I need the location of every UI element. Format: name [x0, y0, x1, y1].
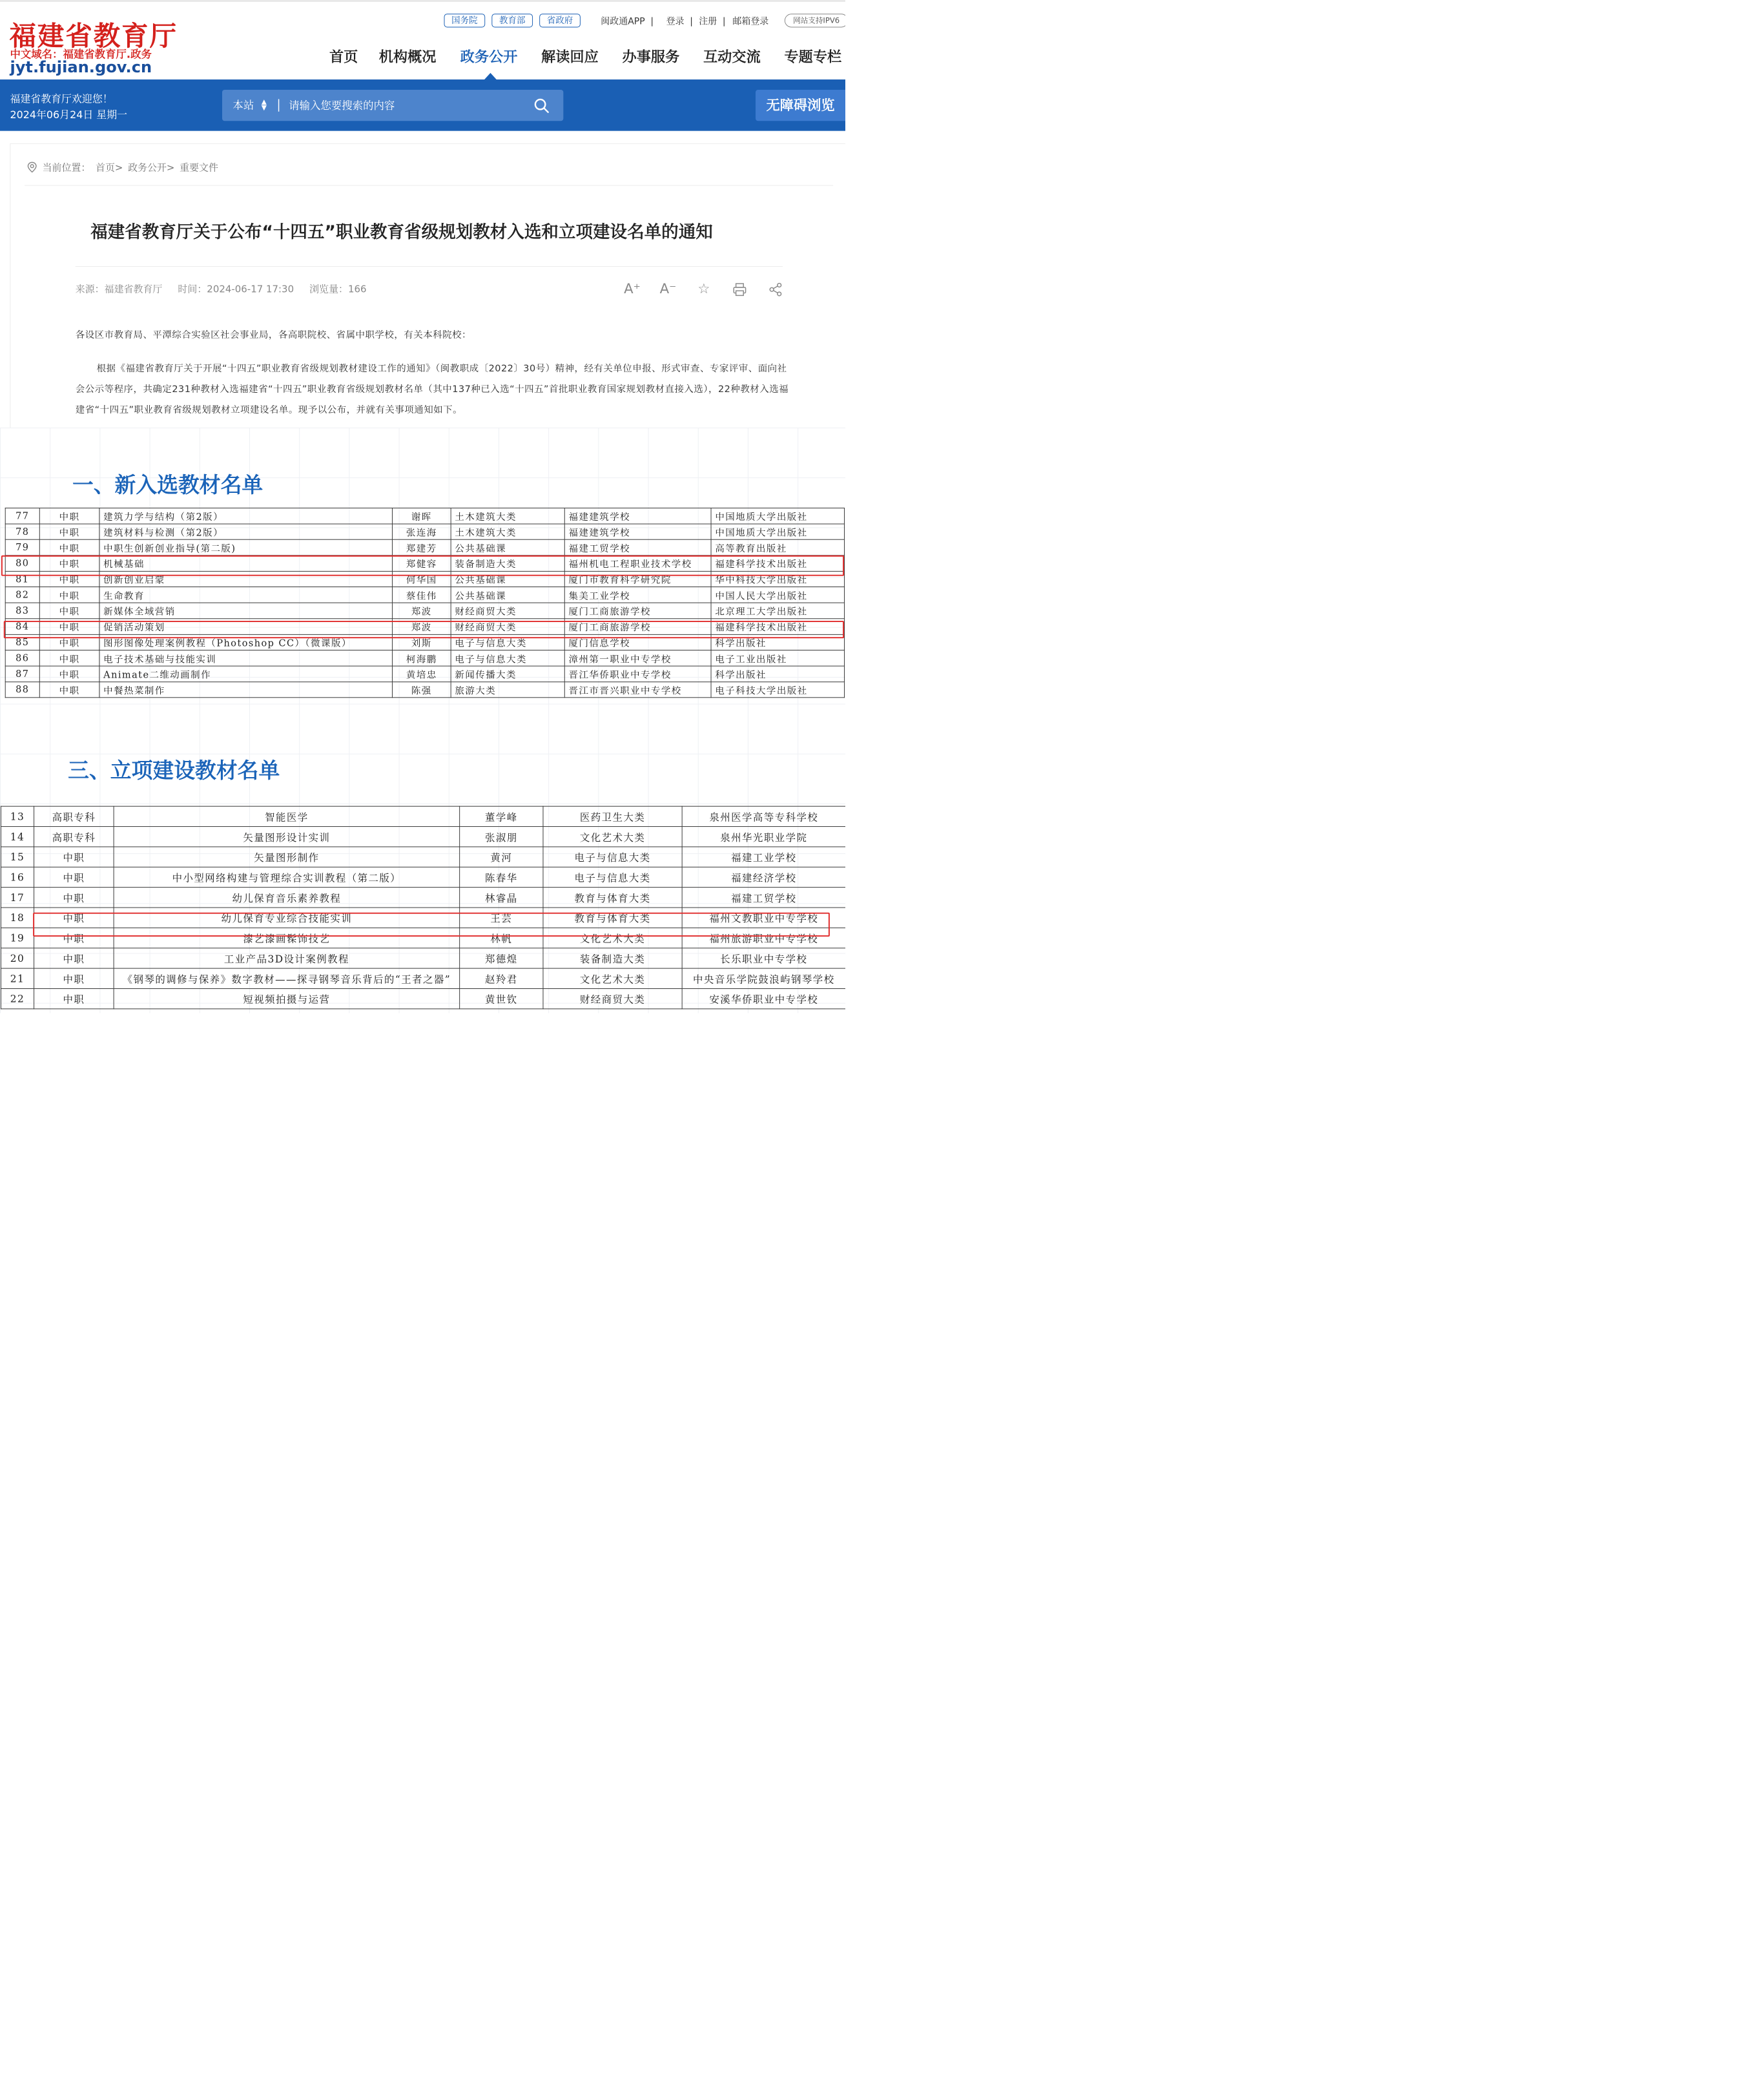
new-textbook-cell: 中餐热菜制作	[99, 681, 393, 697]
new-textbook-cell: 机械基础	[99, 556, 393, 571]
project-textbook-cell: 教育与体育大类	[543, 888, 682, 908]
new-textbook-cell: 科学出版社	[711, 666, 845, 681]
project-textbook-cell: 幼儿保育专业综合技能实训	[114, 908, 460, 928]
project-textbook-cell: 中职	[34, 988, 114, 1008]
new-textbook-cell: 公共基础课	[451, 539, 564, 555]
ipv6-badge: 网站支持IPV6	[785, 14, 845, 27]
project-textbook-cell: 智能医学	[114, 806, 460, 826]
search-icon[interactable]	[533, 98, 550, 114]
new-textbook-cell: 集美工业学校	[564, 587, 711, 603]
new-textbook-cell: 新闻传播大类	[451, 666, 564, 681]
table-row	[1, 806, 845, 826]
new-textbook-cell: 装备制造大类	[451, 556, 564, 571]
project-textbook-cell: 15	[1, 847, 34, 867]
article-card	[10, 143, 845, 431]
project-textbook-cell: 18	[1, 908, 34, 928]
new-textbook-cell: 生命教育	[99, 587, 393, 603]
project-textbook-cell: 财经商贸大类	[543, 988, 682, 1008]
project-textbook-cell: 矢量图形制作	[114, 847, 460, 867]
table-row	[1, 948, 845, 968]
new-textbook-cell: 公共基础课	[451, 587, 564, 603]
nav-interaction[interactable]: 互动交流	[703, 48, 761, 65]
table-row	[1, 968, 845, 988]
new-textbook-cell: 中职	[39, 571, 99, 587]
project-textbook-cell: 医药卫生大类	[543, 806, 682, 826]
new-textbook-cell: 中职	[39, 524, 99, 539]
project-textbook-cell: 漆艺漆画髹饰技艺	[114, 928, 460, 948]
project-textbook-cell: 教育与体育大类	[543, 908, 682, 928]
table-row	[5, 524, 844, 539]
project-textbook-cell: 中职	[34, 968, 114, 988]
site-header	[0, 0, 845, 81]
article-title: 福建省教育厅关于公布“十四五”职业教育省级规划教材入选和立项建设名单的通知	[90, 222, 713, 242]
new-textbook-cell: 中职	[39, 508, 99, 523]
new-textbook-cell: 郑波	[392, 619, 451, 634]
project-textbook-cell: 中职	[34, 888, 114, 908]
new-textbook-cell: 晋江华侨职业中专学校	[564, 666, 711, 681]
new-textbook-cell: 何华国	[392, 571, 451, 587]
new-textbook-cell: 中国地质大学出版社	[711, 524, 845, 539]
new-textbook-cell: 张连海	[392, 524, 451, 539]
project-textbook-cell: 赵羚君	[460, 968, 543, 988]
project-textbook-cell: 装备制造大类	[543, 948, 682, 968]
new-textbook-cell: 漳州第一职业中专学校	[564, 650, 711, 666]
project-textbook-cell: 文化艺术大类	[543, 968, 682, 988]
link-mail-login[interactable]: 邮箱登录	[732, 16, 769, 27]
accessibility-button[interactable]: 无障碍浏览	[756, 90, 845, 121]
project-textbook-cell: 文化艺术大类	[543, 827, 682, 847]
project-textbook-cell: 泉州医学高等专科学校	[682, 806, 845, 826]
new-textbook-cell: 中职	[39, 650, 99, 666]
new-textbook-cell: 电子与信息大类	[451, 634, 564, 650]
pill-guowuyuan[interactable]: 国务院	[444, 14, 486, 27]
project-textbook-cell: 20	[1, 948, 34, 968]
project-textbook-cell: 郑德煌	[460, 948, 543, 968]
new-textbook-cell: 公共基础课	[451, 571, 564, 587]
project-textbook-cell: 福建经济学校	[682, 867, 845, 887]
search-bar-strip	[0, 79, 845, 131]
section1-title: 一、新入选教材名单	[72, 472, 263, 498]
new-textbook-cell: 87	[5, 666, 39, 681]
article-source: 来源：福建省教育厅	[75, 284, 163, 295]
pill-jiaoyubu[interactable]: 教育部	[491, 14, 533, 27]
nav-topics[interactable]: 专题专栏	[784, 48, 842, 65]
project-textbook-cell: 林帆	[460, 928, 543, 948]
new-textbook-cell: 电子技术基础与技能实训	[99, 650, 393, 666]
table-row	[5, 539, 844, 555]
new-textbook-cell: 土木建筑大类	[451, 524, 564, 539]
nav-gov-affairs[interactable]: 政务公开	[460, 48, 518, 65]
article-views: 浏览量：166	[309, 284, 367, 295]
project-textbook-cell: 21	[1, 968, 34, 988]
table-row	[5, 650, 844, 666]
new-textbook-cell: 郑建芳	[392, 539, 451, 555]
project-textbook-cell: 中职	[34, 867, 114, 887]
highlight-row-18	[33, 913, 830, 937]
location-pin-icon	[26, 162, 40, 173]
search-scope-select[interactable]: 本站	[232, 99, 254, 112]
new-textbook-cell: 80	[5, 556, 39, 571]
section3-image	[0, 703, 845, 1013]
project-textbook-cell: 王芸	[460, 908, 543, 928]
article-time: 时间：2024-06-17 17:30	[178, 284, 294, 295]
font-increase-icon[interactable]: A⁺	[624, 280, 641, 297]
welcome-line: 福建省教育厅欢迎您！	[10, 92, 113, 105]
project-textbook-cell: 林睿晶	[460, 888, 543, 908]
table-row	[5, 508, 844, 523]
article-meta	[76, 281, 379, 295]
pill-shengzhengfu[interactable]: 省政府	[539, 14, 581, 27]
project-textbook-cell: 矢量图形设计实训	[114, 827, 460, 847]
new-textbook-cell: 中职生创新创业指导(第二版)	[99, 539, 393, 555]
new-textbook-cell: 福建工贸学校	[564, 539, 711, 555]
highlight-row-84	[4, 621, 844, 638]
table-row	[5, 603, 844, 618]
new-textbook-cell: 中职	[39, 603, 99, 618]
link-register[interactable]: 注册 |	[699, 14, 725, 27]
new-textbook-cell: 福州机电工程职业技术学校	[564, 556, 711, 571]
project-textbook-cell: 14	[1, 827, 34, 847]
project-textbook-cell: 福建工业学校	[682, 847, 845, 867]
project-textbook-cell: 中央音乐学院鼓浪屿钢琴学校	[682, 968, 845, 988]
project-textbook-cell: 中职	[34, 908, 114, 928]
new-textbook-cell: 郑健容	[392, 556, 451, 571]
project-textbook-cell: 安溪华侨职业中专学校	[682, 988, 845, 1008]
font-decrease-icon[interactable]: A⁻	[659, 280, 677, 297]
welcome-text	[10, 91, 127, 122]
project-textbook-cell: 文化艺术大类	[543, 928, 682, 948]
breadcrumb-important-docs[interactable]: 重要文件	[180, 161, 218, 174]
new-textbook-cell: 中职	[39, 587, 99, 603]
project-textbook-cell: 高职专科	[34, 827, 114, 847]
project-textbook-cell: 13	[1, 806, 34, 826]
highlight-row-80	[1, 556, 844, 576]
new-textbook-cell: 陈强	[392, 681, 451, 697]
new-textbook-cell: 88	[5, 681, 39, 697]
new-textbook-table	[5, 508, 845, 698]
nav-services[interactable]: 办事服务	[622, 48, 680, 65]
new-textbook-cell: 86	[5, 650, 39, 666]
project-textbook-cell: 福州旅游职业中专学校	[682, 928, 845, 948]
new-textbook-cell: 中职	[39, 556, 99, 571]
new-textbook-cell: Animate二维动画制作	[99, 666, 393, 681]
table-row	[1, 988, 845, 1008]
print-icon[interactable]	[729, 278, 751, 300]
new-textbook-cell: 财经商贸大类	[451, 603, 564, 618]
new-textbook-cell: 电子科技大学出版社	[711, 681, 845, 697]
project-textbook-cell: 黄河	[460, 847, 543, 867]
title-divider	[76, 266, 783, 267]
new-textbook-cell: 柯海鹏	[392, 650, 451, 666]
table-row	[1, 888, 845, 908]
nav-home[interactable]: 首页	[329, 48, 358, 65]
table-row	[1, 847, 845, 867]
project-textbook-cell: 中小型网络构建与管理综合实训教程（第二版）	[114, 867, 460, 887]
new-textbook-cell: 华中科技大学出版社	[711, 571, 845, 587]
favorite-star-icon[interactable]: ☆	[697, 280, 710, 297]
new-textbook-cell: 厦门工商旅游学校	[564, 603, 711, 618]
breadcrumb-gov-affairs[interactable]: 政务公开>	[128, 161, 175, 174]
project-textbook-cell: 电子与信息大类	[543, 867, 682, 887]
site-logo-title[interactable]: 福建省教育厅	[9, 20, 178, 52]
project-textbook-cell: 中职	[34, 847, 114, 867]
new-textbook-cell: 77	[5, 508, 39, 523]
link-login[interactable]: 登录 |	[666, 14, 693, 27]
new-textbook-cell: 中职	[39, 619, 99, 634]
project-textbook-cell: 幼儿保育音乐素养教程	[114, 888, 460, 908]
new-textbook-cell: 中职	[39, 681, 99, 697]
new-textbook-cell: 北京理工大学出版社	[711, 603, 845, 618]
section1-image	[0, 428, 845, 703]
project-textbook-cell: 短视频拍摄与运营	[114, 988, 460, 1008]
current-date: 2024年06月24日 星期一	[10, 108, 128, 121]
new-textbook-cell: 建筑力学与结构（第2版）	[99, 508, 393, 523]
project-textbook-cell: 16	[1, 867, 34, 887]
new-textbook-cell: 83	[5, 603, 39, 618]
new-textbook-cell: 电子工业出版社	[711, 650, 845, 666]
link-minzhengtong-app[interactable]: 闽政通APP |	[601, 14, 654, 27]
new-textbook-cell: 新媒体全域营销	[99, 603, 393, 618]
project-textbook-cell: 《钢琴的调修与保养》数字教材——探寻钢琴音乐背后的“王者之器”	[114, 968, 460, 988]
table-row	[5, 587, 844, 603]
new-textbook-cell: 84	[5, 619, 39, 634]
project-textbook-cell: 长乐职业中专学校	[682, 948, 845, 968]
search-input[interactable]	[288, 98, 513, 114]
project-textbook-table	[1, 806, 845, 1010]
project-textbook-cell: 张淑朋	[460, 827, 543, 847]
new-textbook-cell: 厦门市教育科学研究院	[564, 571, 711, 587]
project-textbook-cell: 中职	[34, 928, 114, 948]
search-divider	[278, 99, 279, 111]
nav-interpretation[interactable]: 解读回应	[541, 48, 599, 65]
project-textbook-cell: 陈春华	[460, 867, 543, 887]
article-salutation: 各设区市教育局、平潭综合实验区社会事业局，各高职院校、省属中职学校，有关本科院校：	[75, 329, 472, 340]
nav-about[interactable]: 机构概况	[378, 48, 437, 65]
new-textbook-cell: 78	[5, 524, 39, 539]
new-textbook-cell: 土木建筑大类	[451, 508, 564, 523]
new-textbook-cell: 创新创业启蒙	[99, 571, 393, 587]
breadcrumb-label: 当前位置：	[42, 161, 91, 174]
new-textbook-cell: 福建科学技术出版社	[711, 556, 845, 571]
new-textbook-cell: 中国人民大学出版社	[711, 587, 845, 603]
new-textbook-cell: 82	[5, 587, 39, 603]
new-textbook-cell: 图形图像处理案例教程（Photoshop CC）（微课版）	[99, 634, 393, 650]
project-textbook-cell: 电子与信息大类	[543, 847, 682, 867]
project-textbook-cell: 黄世钦	[460, 988, 543, 1008]
section3-title: 三、立项建设教材名单	[68, 758, 280, 784]
new-textbook-cell: 中职	[39, 666, 99, 681]
site-logo-subtitle: 中文域名：福建省教育厅.政务	[10, 48, 152, 61]
new-textbook-cell: 高等教育出版社	[711, 539, 845, 555]
new-textbook-cell: 厦门工商旅游学校	[564, 619, 711, 634]
site-logo-domain: jyt.fujian.gov.cn	[10, 57, 152, 76]
breadcrumb-home[interactable]: 首页>	[95, 161, 123, 174]
table-row	[1, 867, 845, 887]
new-textbook-cell: 中国地质大学出版社	[711, 508, 845, 523]
project-textbook-cell: 董学峰	[460, 806, 543, 826]
new-textbook-cell: 蔡佳伟	[392, 587, 451, 603]
new-textbook-cell: 电子与信息大类	[451, 650, 564, 666]
new-textbook-cell: 谢晖	[392, 508, 451, 523]
new-textbook-cell: 促销活动策划	[99, 619, 393, 634]
new-textbook-cell: 中职	[39, 634, 99, 650]
share-icon[interactable]	[765, 278, 787, 300]
article-body-paragraph: 根据《福建省教育厅关于开展“十四五”职业教育省级规划教材建设工作的通知》（闽教职成〔2022〕30号）精神，经有关单位申报、形式审查、专家评审、面向社会公示等程序，共确定231种教材入选福建省“十四五”职业教育省级规划教材名单（其中137种已入选“十四五”首批职业教育国家规划教材直接入选），22种教材入选福建省“十四五”职业教育省级规划教材立项建设名单。现予以公布，并就有关事项通知如下。	[75, 363, 789, 415]
new-textbook-cell: 科学出版社	[711, 634, 845, 650]
new-textbook-cell: 81	[5, 571, 39, 587]
table-row	[5, 681, 844, 697]
new-textbook-cell: 85	[5, 634, 39, 650]
breadcrumb	[26, 160, 220, 174]
project-textbook-cell: 中职	[34, 948, 114, 968]
table-row	[5, 666, 844, 681]
select-arrows-icon: ▲ ▼	[261, 98, 267, 112]
new-textbook-cell: 旅游大类	[451, 681, 564, 697]
new-textbook-cell: 黄培忠	[392, 666, 451, 681]
new-textbook-cell: 中职	[39, 539, 99, 555]
table-row	[1, 827, 845, 847]
project-textbook-cell: 17	[1, 888, 34, 908]
new-textbook-cell: 郑波	[392, 603, 451, 618]
new-textbook-cell: 厦门信息学校	[564, 634, 711, 650]
search-box	[222, 90, 563, 121]
project-textbook-cell: 泉州华光职业学院	[682, 827, 845, 847]
project-textbook-cell: 工业产品3D设计案例教程	[114, 948, 460, 968]
new-textbook-cell: 刘斯	[392, 634, 451, 650]
new-textbook-cell: 晋江市晋兴职业中专学校	[564, 681, 711, 697]
project-textbook-cell: 22	[1, 988, 34, 1008]
article-tools	[621, 278, 796, 300]
new-textbook-cell: 建筑材料与检测（第2版）	[99, 524, 393, 539]
new-textbook-cell: 79	[5, 539, 39, 555]
project-textbook-cell: 福建工贸学校	[682, 888, 845, 908]
project-textbook-cell: 19	[1, 928, 34, 948]
new-textbook-cell: 福建建筑学校	[564, 524, 711, 539]
new-textbook-cell: 财经商贸大类	[451, 619, 564, 634]
project-textbook-cell: 福州文教职业中专学校	[682, 908, 845, 928]
new-textbook-cell: 福建建筑学校	[564, 508, 711, 523]
project-textbook-cell: 高职专科	[34, 806, 114, 826]
breadcrumb-divider	[25, 185, 833, 186]
new-textbook-cell: 福建科学技术出版社	[711, 619, 845, 634]
